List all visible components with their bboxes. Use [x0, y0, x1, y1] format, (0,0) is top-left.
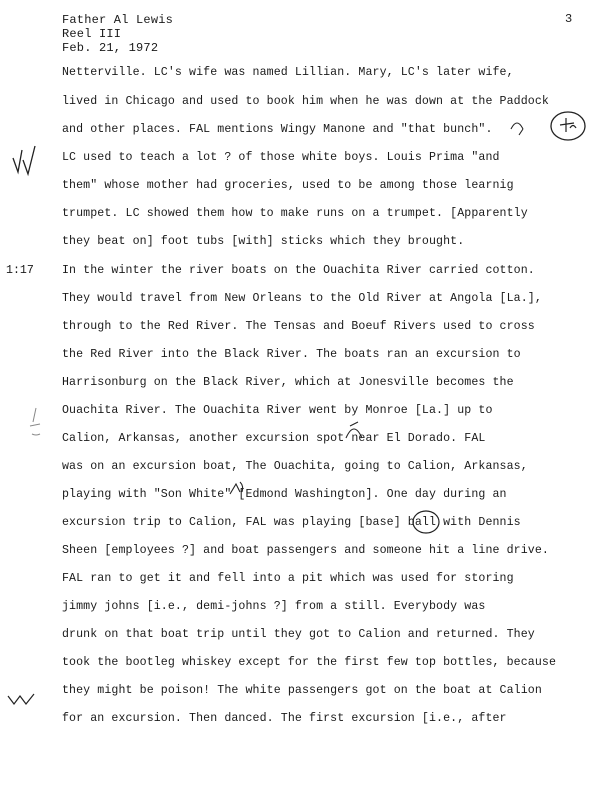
- text-line: took the bootleg whiskey except for the first few top bottles, because: [62, 656, 557, 669]
- text-line: FAL ran to get it and fell into a pit which was used for storing: [62, 572, 514, 585]
- header-date: Feb. 21, 1972: [62, 41, 159, 55]
- handwritten-tick-mark: [6, 690, 40, 708]
- text-line: Harrisonburg on the Black River, which at Jonesville becomes the: [62, 376, 514, 389]
- handwritten-circled-mark: [548, 108, 588, 144]
- text-line: jimmy johns [i.e., demi-johns ?] from a still. Everybody was: [62, 600, 486, 613]
- text-line: and other places. FAL mentions Wingy Manone and "that bunch".: [62, 123, 493, 136]
- text-line: they beat on] foot tubs [with] sticks which they brought.: [62, 235, 465, 248]
- text-line: trumpet. LC showed them how to make runs on a trumpet. [Apparently: [62, 207, 528, 220]
- text-line: playing with "Son White" [Edmond Washington]. One day during an: [62, 488, 507, 501]
- text-line: drunk on that boat trip until they got to Calion and returned. They: [62, 628, 535, 641]
- header-reel: Reel III: [62, 27, 122, 41]
- text-line: Calion, Arkansas, another excursion spot near El Dorado. FAL: [62, 432, 486, 445]
- handwritten-circle-mark: [410, 508, 442, 536]
- text-line: the Red River into the Black River. The boats ran an excursion to: [62, 348, 521, 361]
- handwritten-faint-mark: [26, 404, 46, 444]
- page-number: 3: [565, 12, 573, 26]
- text-line: LC used to teach a lot ? of those white boys. Louis Prima "and: [62, 151, 500, 164]
- handwritten-check-mark: [10, 140, 40, 178]
- text-line: In the winter the river boats on the Ouachita River carried cotton.: [62, 264, 535, 277]
- text-line: them" whose mother had groceries, used to be among those learnig: [62, 179, 514, 192]
- text-line: excursion trip to Calion, FAL was playing [base] ball with Dennis: [62, 516, 521, 529]
- text-line: They would travel from New Orleans to the Old River at Angola [La.],: [62, 292, 542, 305]
- margin-timestamp: 1:17: [6, 264, 34, 277]
- handwritten-correction-mark: [342, 418, 366, 442]
- text-line: they might be poison! The white passengers got on the boat at Calion: [62, 684, 542, 697]
- text-line: for an excursion. Then danced. The first excursion [i.e., after: [62, 712, 507, 725]
- text-line: was on an excursion boat, The Ouachita, going to Calion, Arkansas,: [62, 460, 528, 473]
- handwritten-caret-mark: [226, 478, 250, 500]
- text-line: lived in Chicago and used to book him when he was down at the Paddock: [62, 95, 549, 108]
- handwritten-insert-mark: [507, 115, 529, 137]
- text-line: Ouachita River. The Ouachita River went by Monroe [La.] up to: [62, 404, 493, 417]
- text-line: Sheen [employees ?] and boat passengers and someone hit a line drive.: [62, 544, 549, 557]
- text-line: Netterville. LC's wife was named Lillian. Mary, LC's later wife,: [62, 66, 514, 79]
- text-line: through to the Red River. The Tensas and Boeuf Rivers used to cross: [62, 320, 535, 333]
- header-name: Father Al Lewis: [62, 13, 174, 27]
